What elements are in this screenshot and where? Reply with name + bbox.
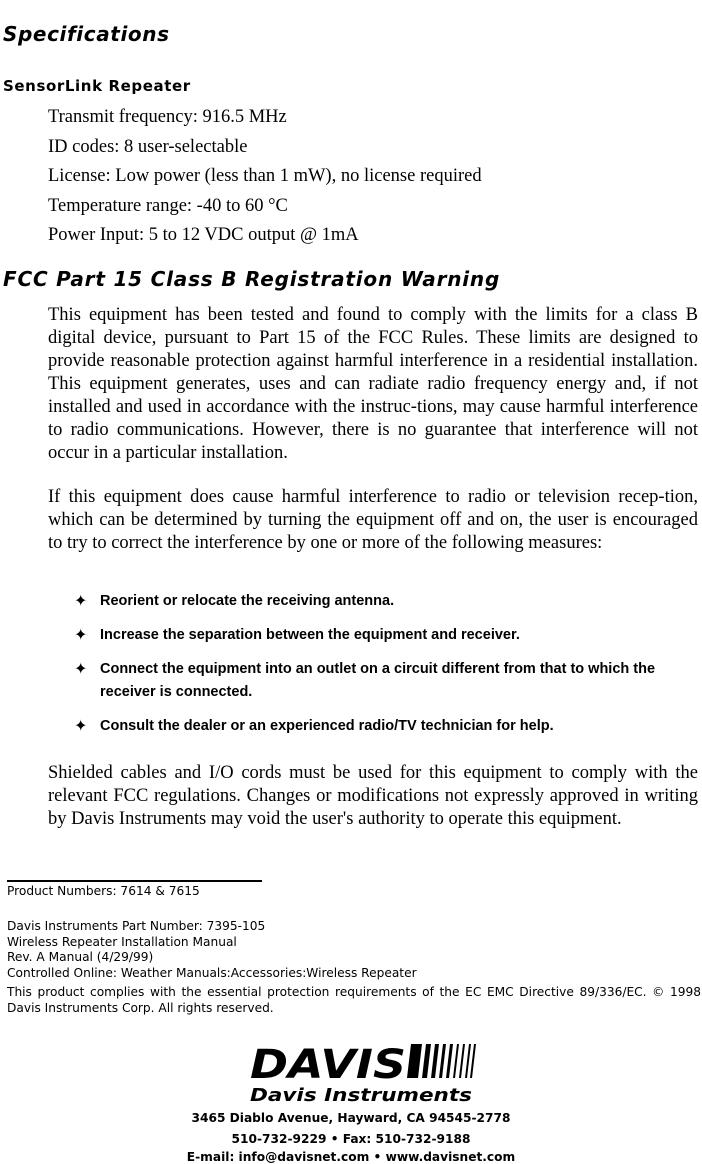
footer-divider: [7, 880, 262, 882]
product-numbers: Product Numbers: 7614 & 7615: [7, 884, 200, 898]
spec-item: Temperature range: -40 to 60 °C: [48, 195, 288, 216]
star-bullet-icon: ✦: [74, 627, 88, 644]
list-item: [74, 624, 700, 647]
fcc-paragraph-1: This equipment has been tested and found to comply with the limits for a class B digital device, pursuant to Part 15 of the FCC Rules. These limits are designed to provide reasonable protection against harmful interference in a residential installation. This equipment generates, uses and can radiate radio frequency energy and, if not installed and used in accordance with the instruc-tions, may cause harmful interference to radio communications. However, there is no guarantee that interference will not occur in a particular installation.: [48, 305, 698, 463]
revision: Rev. A Manual (4/29/99): [7, 950, 154, 964]
compliance-statement: This product complies with the essential protection requirements of the EC EMC Directive 89/336/EC. © 1998 Davis Instruments Corp. All rights reserved.: [7, 985, 701, 1015]
spec-list: [48, 103, 482, 251]
davis-logo: [248, 1040, 478, 1104]
list-item-text: Increase the separation between the equipment and receiver.: [100, 627, 520, 643]
address-phone: 510-732-9229 • Fax: 510-732-9188: [231, 1132, 471, 1146]
list-item-text: Consult the dealer or an experienced radio/TV technician for help.: [100, 718, 554, 734]
list-item-text: Connect the equipment into an outlet on a circuit different from that to which the receiver is connected.: [100, 661, 656, 700]
list-item-text: Reorient or relocate the receiving antenna.: [100, 593, 395, 609]
address-street: 3465 Diablo Avenue, Hayward, CA 94545-2778: [191, 1111, 511, 1125]
fcc-paragraph-3: Shielded cables and I/O cords must be used for this equipment to comply with the relevant FCC regulations. Changes or modifications not expressly approved in writing by Davis Instruments may void the user's authority to operate this equipment.: [48, 763, 698, 829]
manual-title: Wireless Repeater Installation Manual: [7, 935, 237, 949]
logo-subtitle: Davis Instruments: [250, 1085, 473, 1104]
spec-item: Power Input: 5 to 12 VDC output @ 1mA: [48, 225, 359, 245]
measures-list: [74, 590, 700, 738]
star-bullet-icon: ✦: [74, 661, 88, 678]
page-title: Specifications: [3, 22, 170, 46]
logo-wordmark: DAVIS: [250, 1042, 406, 1088]
controlled-online: Controlled Online: Weather Manuals:Accessories:Wireless Repeater: [7, 966, 417, 980]
list-item: [74, 658, 700, 704]
fcc-heading: FCC Part 15 Class B Registration Warning: [3, 267, 501, 291]
list-item: [74, 715, 700, 738]
star-bullet-icon: ✦: [74, 718, 88, 735]
spec-item: Transmit frequency: 916.5 MHz: [48, 107, 287, 127]
spec-item: ID codes: 8 user-selectable: [48, 136, 248, 157]
fcc-paragraph-2: If this equipment does cause harmful interference to radio or television recep-tion, which can be determined by turning the equipment off and on, the user is encouraged to try to correct the interference by one or more of the following measures:: [48, 487, 698, 553]
part-number: Davis Instruments Part Number: 7395-105: [7, 919, 266, 933]
spec-item: License: Low power (less than 1 mW), no license required: [48, 166, 482, 186]
sensorlink-heading: SensorLink Repeater: [3, 77, 191, 95]
address-contact: E-mail: info@davisnet.com • www.davisnet.com: [186, 1150, 516, 1164]
list-item: [74, 590, 700, 613]
star-bullet-icon: ✦: [74, 593, 88, 610]
logo-stripes-icon: [407, 1044, 476, 1078]
